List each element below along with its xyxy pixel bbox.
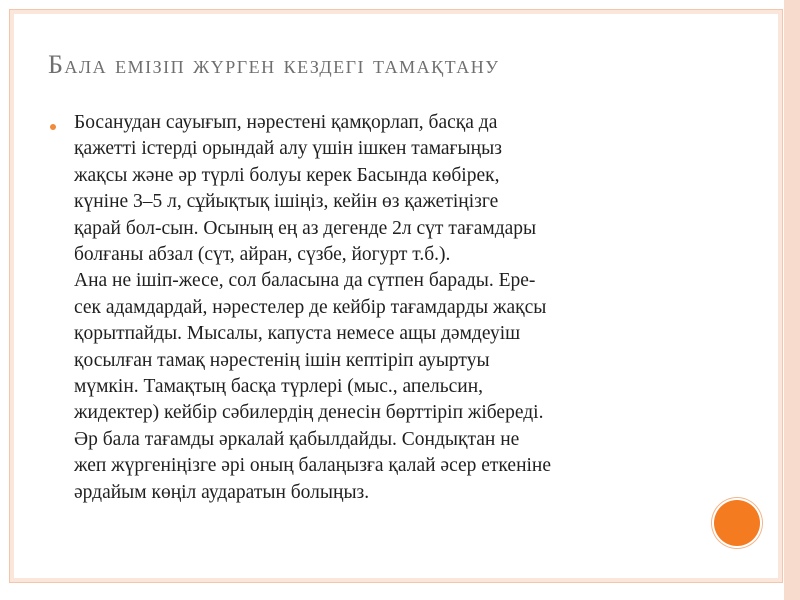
body-line: қорытпайды. Мысалы, капуста немесе ащы дәмдеуіш (74, 323, 521, 345)
body-line: қарай бол-сын. Осының ең аз дегенде 2л сүт тағамдары (74, 217, 537, 239)
body-paragraph (74, 110, 714, 506)
body-line: күніне 3–5 л, сұйықтық ішіңіз, кейін өз қажетіңізге (74, 191, 499, 213)
body-line: Әр бала тағамды әркалай қабылдайды. Сондықтан не (74, 428, 520, 450)
body-line: Босанудан сауығып, нәрестені қамқорлап, басқа да (74, 112, 498, 133)
decorative-circle-icon (714, 500, 760, 546)
body-line: жеп жүргеніңізге әрі оның балаңызға қалай әсер еткеніне (74, 455, 552, 477)
body-line: қосылған тамақ нәрестенің ішін кептіріп ауыртуы (74, 349, 490, 371)
body-line: қажетті істерді орындай алу үшін ішкен тамағыңыз (74, 138, 502, 160)
body-line: әрдайым көңіл аударатын болыңыз. (74, 481, 370, 503)
slide-title: Бала емізіп жүрген кездегі тамақтану (48, 50, 500, 79)
body-line: мүмкін. Тамақтың басқа түрлері (мыс., апельсин, (74, 376, 484, 398)
bullet-icon (50, 124, 56, 130)
body-line: жақсы және әр түрлі болуы керек Басында көбірек, (74, 164, 500, 186)
body-line: Ана не ішіп-жесе, сол баласына да сүтпен барады. Ере- (74, 270, 536, 292)
body-line: болғаны абзал (сүт, айран, сүзбе, йогурт т.б.). (74, 244, 451, 266)
body-line: сек адамдардай, нәрестелер де кейбір тағамдарды жақсы (74, 296, 547, 318)
decorative-side-strip (784, 0, 800, 600)
body-line: жидектер) кейбір сәбилердің денесін бөрттіріп жібереді. (74, 402, 544, 424)
